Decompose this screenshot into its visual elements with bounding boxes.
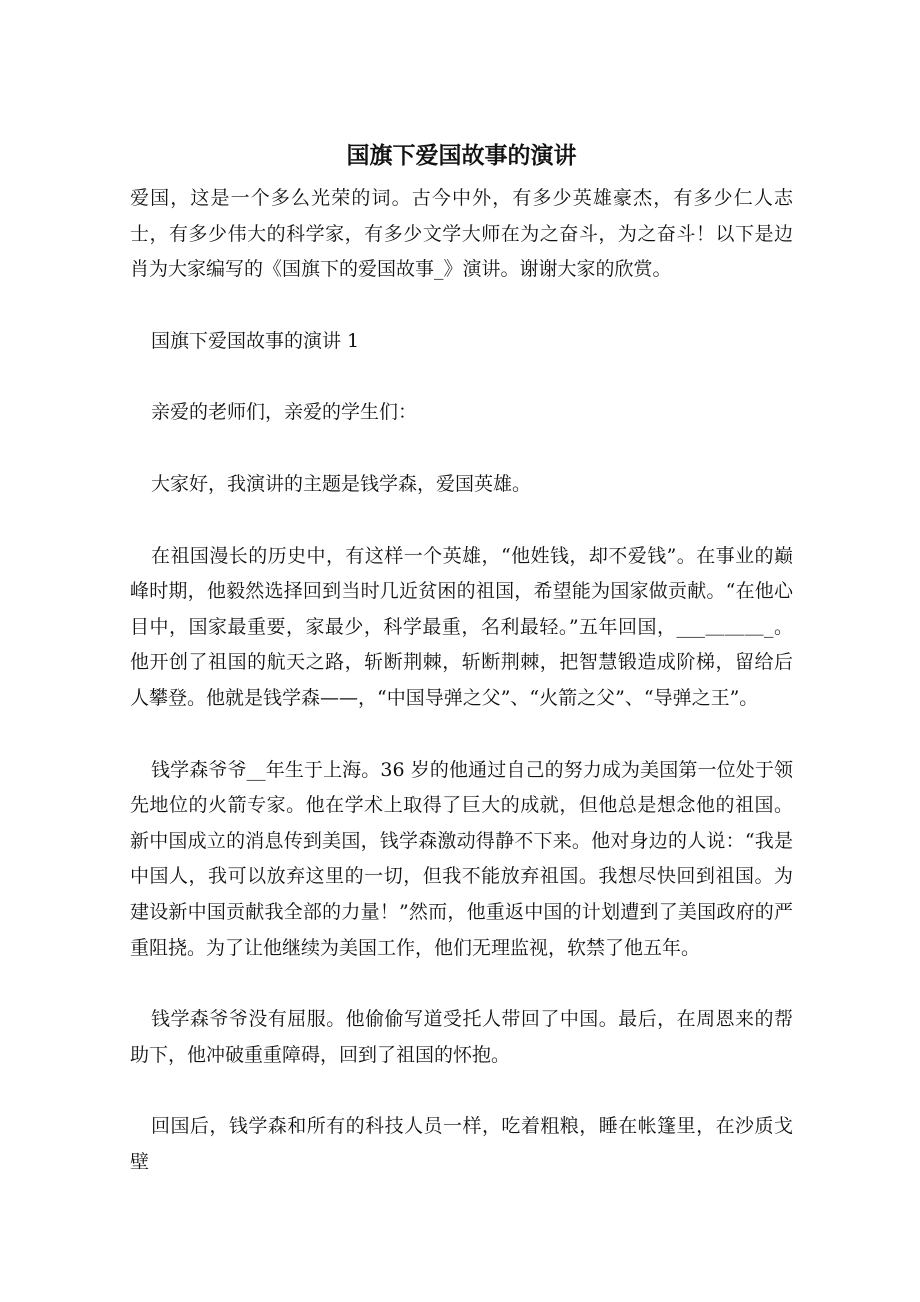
section-heading: 国旗下爱国故事的演讲 1 [151, 329, 360, 352]
document-title: 国旗下爱国故事的演讲 [346, 142, 577, 169]
intro-paragraph: 爱国，这是一个多么光荣的词。古今中外，有多少英雄豪杰，有多少仁人志士，有多少伟大的科学家，有多少文学大师在为之奋斗，为之奋斗！以下是边肖为大家编写的《国旗下的爱国故事_》演讲。谢谢大家的欣赏。 [130, 187, 793, 281]
body-paragraph: 在祖国漫长的历史中，有这样一个英雄，“他姓钱，却不爱钱”。在事业的巅峰时期，他毅然选择回到当时几近贫困的祖国，希望能为国家做贡献。“在他心目中，国家最重要，家最少，科学最重，名利最轻。”五年回国，___＿＿＿_。他开创了祖国的航天之路，斩断荆棘，斩断荆棘，把智慧锻造成阶梯，留给后人攀登。他就是钱学森——，“中国导弹之父”、“火箭之父”、“导弹之王”。 [130, 544, 793, 709]
body-paragraph: 大家好，我演讲的主题是钱学森，爱国英雄。 [151, 472, 532, 495]
body-paragraph: 钱学森爷爷没有屈服。他偷偷写道受托人带回了中国。最后，在周恩来的帮助下，他冲破重重障碍，回到了祖国的怀抱。 [130, 1008, 793, 1066]
body-paragraph: 钱学森爷爷__年生于上海。36 岁的他通过自己的努力成为美国第一位处于领先地位的火箭专家。他在学术上取得了巨大的成就，但他总是想念他的祖国。新中国成立的消息传到美国，钱学森激动得静不下来。他对身边的人说：“我是中国人，我可以放弃这里的一切，但我不能放弃祖国。我想尽快回到祖国。为建设新中国贡献我全部的力量！”然而，他重返中国的计划遭到了美国政府的严重阻挠。为了让他继续为美国工作，他们无理监视，软禁了他五年。 [130, 758, 793, 959]
document-body [130, 181, 793, 1180]
body-paragraph: 回国后，钱学森和所有的科技人员一样，吃着粗粮，睡在帐篷里，在沙质戈壁 [130, 1115, 793, 1173]
greeting-paragraph: 亲爱的老师们，亲爱的学生们： [151, 401, 418, 424]
